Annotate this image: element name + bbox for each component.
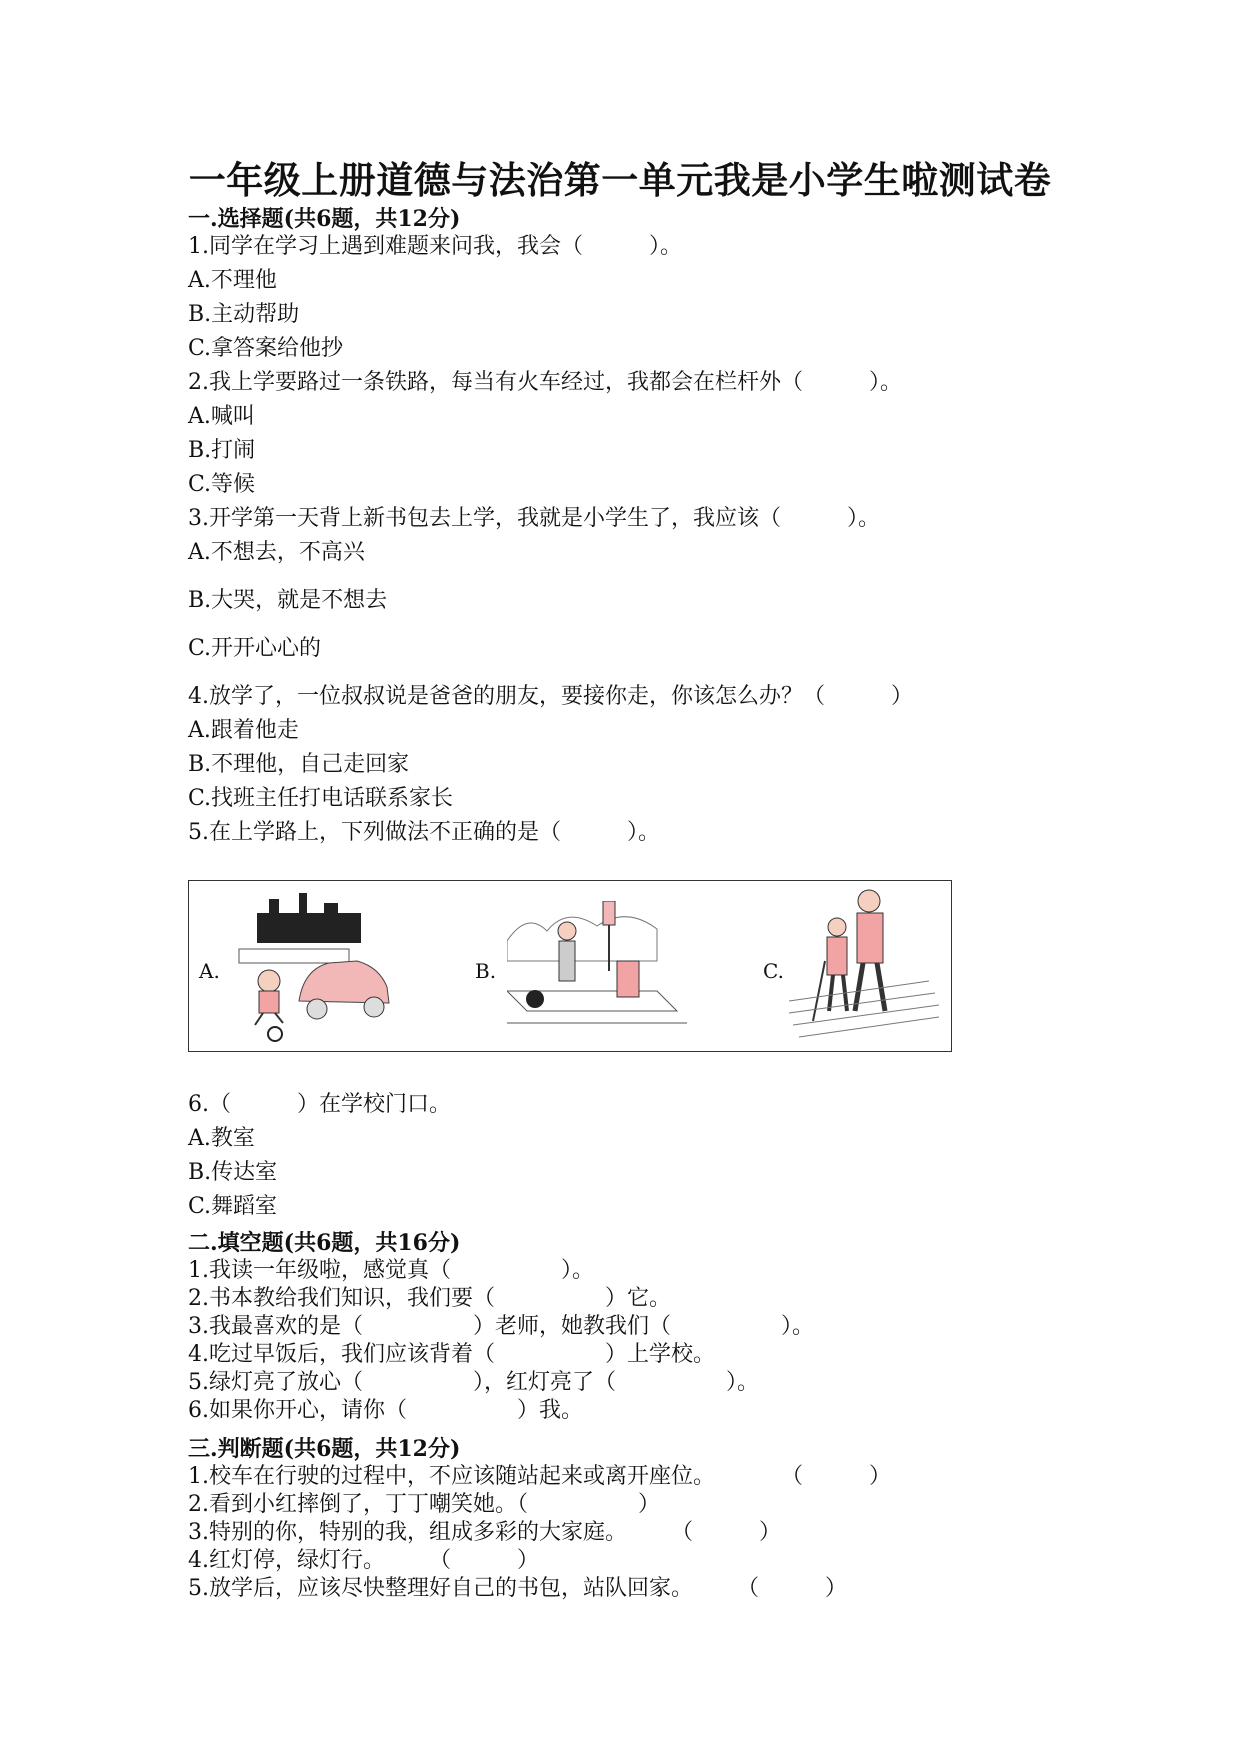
question-5-stem: 5.在上学路上，下列做法不正确的是（ ）。 <box>188 820 660 845</box>
question-6-stem: 6.（ ）在学校门口。 <box>188 1092 451 1117</box>
section-heading-choice: 一.选择题(共6题，共12分) <box>188 206 461 232</box>
question-3-option-a: A.不想去，不高兴 <box>188 540 365 565</box>
question-6-option-a: A.教室 <box>188 1126 255 1151</box>
question-4-option-c: C.找班主任打电话联系家长 <box>188 786 454 811</box>
page-title: 一年级上册道德与法治第一单元我是小学生啦测试卷 <box>188 158 1052 202</box>
question-2-option-b: B.打闹 <box>188 438 256 463</box>
question-1-option-b: B.主动帮助 <box>188 302 300 327</box>
question-1-option-c: C.拿答案给他抄 <box>188 336 344 361</box>
figure-label-c: C. <box>763 959 784 983</box>
figure-label-b: B. <box>475 959 497 983</box>
fill-item: 6.如果你开心，请你（ ）我。 <box>188 1398 583 1423</box>
question-1-stem: 1.同学在学习上遇到难题来问我，我会（ ）。 <box>188 234 682 259</box>
question-4-option-b: B.不理他，自己走回家 <box>188 752 410 777</box>
judge-item: 5.放学后，应该尽快整理好自己的书包，站队回家。 （ ） <box>188 1576 847 1601</box>
section-heading-fill: 二.填空题(共6题，共16分) <box>188 1230 461 1256</box>
question-2-stem: 2.我上学要路过一条铁路，每当有火车经过，我都会在栏杆外（ ）。 <box>188 370 902 395</box>
fill-item: 1.我读一年级啦，感觉真（ ）。 <box>188 1258 594 1283</box>
question-6-option-b: B.传达室 <box>188 1160 278 1185</box>
section-heading-judge: 三.判断题(共6题，共12分) <box>188 1436 461 1462</box>
figure-label-a: A. <box>199 959 220 983</box>
question-5-figure <box>188 880 952 1052</box>
child-chasing-ball-icon <box>229 891 399 1043</box>
fill-item: 3.我最喜欢的是（ ）老师，她教我们（ ）。 <box>188 1314 814 1339</box>
question-4-option-a: A.跟着他走 <box>188 718 299 743</box>
judge-item: 2.看到小红摔倒了，丁丁嘲笑她。（ ） <box>188 1492 660 1517</box>
question-4-stem: 4.放学了，一位叔叔说是爸爸的朋友，要接你走，你该怎么办？（ ） <box>188 684 913 709</box>
fill-item: 5.绿灯亮了放心（ ），红灯亮了（ ）。 <box>188 1370 759 1395</box>
fill-item: 2.书本教给我们知识，我们要（ ）它。 <box>188 1286 671 1311</box>
fill-item: 4.吃过早饭后，我们应该背着（ ）上学校。 <box>188 1342 715 1367</box>
question-2-option-c: C.等候 <box>188 472 256 497</box>
question-2-option-a: A.喊叫 <box>188 404 255 429</box>
question-6-option-c: C.舞蹈室 <box>188 1194 278 1219</box>
traffic-police-icon <box>507 901 687 1033</box>
judge-item: 3.特别的你，特别的我，组成多彩的大家庭。 （ ） <box>188 1520 781 1545</box>
question-3-option-b: B.大哭，就是不想去 <box>188 588 388 613</box>
question-3-stem: 3.开学第一天背上新书包去上学，我就是小学生了，我应该（ ）。 <box>188 506 880 531</box>
question-1-option-a: A.不理他 <box>188 268 277 293</box>
judge-item: 1.校车在行驶的过程中，不应该随站起来或离开座位。 （ ） <box>188 1464 891 1489</box>
question-3-option-c: C.开开心心的 <box>188 636 322 661</box>
helping-blind-man-icon <box>789 881 939 1041</box>
judge-item: 4.红灯停，绿灯行。 （ ） <box>188 1548 539 1573</box>
